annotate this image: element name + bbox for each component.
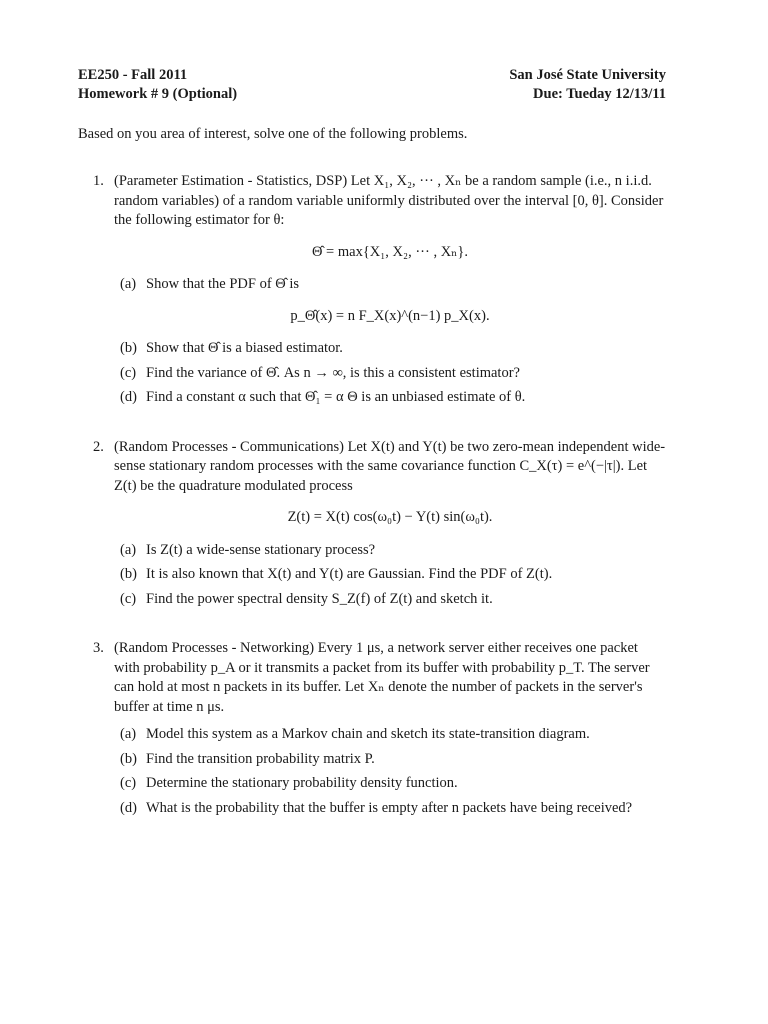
part-b xyxy=(114,339,666,359)
part-text: It is also known that X(t) and Y(t) are Gaussian. Find the PDF of Z(t). xyxy=(146,566,553,582)
problem-parts xyxy=(114,541,666,610)
part-label: (c) xyxy=(120,590,137,607)
part-label: (d) xyxy=(120,389,137,405)
part-text: Show that Θ̂ is a biased estimator. xyxy=(146,340,343,356)
part-text: Model this system as a Markov chain and sketch its state-transition diagram. xyxy=(146,726,590,742)
part-text: Find the variance of Θ̂. As n → ∞, is this a consistent estimator? xyxy=(146,364,520,381)
part-equation: p_Θ̂(x) = n F_X(x)^(n−1) p_X(x). xyxy=(290,307,490,324)
part-c xyxy=(114,774,666,794)
due-date: Due: Tueday 12/13/11 xyxy=(533,86,666,102)
header-left xyxy=(78,66,237,104)
part-a xyxy=(114,725,666,745)
problem-statement: (Parameter Estimation - Statistics, DSP) Let X₁, X₂, ··· , Xₙ be a random sample (i.e., n i.i.d. random variables) of a random variable uniformly distributed over the interval [0, θ]. Consider the following estimator for θ: xyxy=(114,173,664,228)
part-text: Find a constant α such that Θ̂₁ = α Θ is an unbiased estimate of θ. xyxy=(146,389,526,405)
part-label: (b) xyxy=(120,750,137,767)
problem-equation: Θ̂ = max{X₁, X₂, ··· , Xₙ}. xyxy=(311,243,469,260)
part-label: (b) xyxy=(120,340,137,356)
problem-1 xyxy=(78,172,666,408)
homework-page xyxy=(78,66,666,823)
part-text: Find the transition probability matrix P. xyxy=(146,750,375,767)
part-d xyxy=(114,388,666,408)
university-name: San José State University xyxy=(509,67,666,83)
part-b xyxy=(114,750,666,770)
part-text: Find the power spectral density S_Z(f) of Z(t) and sketch it. xyxy=(146,590,493,607)
part-c xyxy=(114,590,666,610)
part-label: (c) xyxy=(120,364,137,381)
part-label: (c) xyxy=(120,775,137,791)
part-a xyxy=(114,541,666,561)
part-label: (a) xyxy=(120,276,137,292)
part-label: (b) xyxy=(120,566,137,582)
part-b xyxy=(114,565,666,585)
part-text: Determine the stationary probability density function. xyxy=(146,775,458,791)
part-text: What is the probability that the buffer is empty after n packets have being received? xyxy=(146,799,633,816)
problem-parts xyxy=(114,275,666,408)
part-text: Show that the PDF of Θ̂ is xyxy=(146,276,300,292)
part-a xyxy=(114,275,666,326)
problem-parts xyxy=(114,725,666,818)
problem-equation: Z(t) = X(t) cos(ω₀t) − Y(t) sin(ω₀t). xyxy=(287,509,493,525)
problem-statement: (Random Processes - Communications) Let X(t) and Y(t) be two zero-mean independent wide-sense stationary random processes with the same covariance function C_X(τ) = e^(−|τ|). Let Z(t) be the quadrature modulated process xyxy=(114,438,666,494)
part-text: Is Z(t) a wide-sense stationary process? xyxy=(146,541,376,558)
part-d xyxy=(114,799,666,819)
problem-3 xyxy=(78,639,666,818)
part-label: (a) xyxy=(120,726,137,742)
homework-title: Homework # 9 (Optional) xyxy=(78,86,238,102)
course-title: EE250 - Fall 2011 xyxy=(78,67,188,83)
document-header xyxy=(78,66,666,104)
header-right xyxy=(509,66,666,104)
problem-statement: (Random Processes - Networking) Every 1 μs, a network server either receives one packet with probability p_A or it transmits a packet from its buffer with probability p_T. The server can hold at most n packets in its buffer. Let Xₙ denote the number of packets in the server's buffer at time n μs. xyxy=(114,640,650,715)
part-label: (a) xyxy=(120,541,137,558)
problem-number: 2. xyxy=(93,438,104,455)
part-c xyxy=(114,364,666,384)
problem-number: 3. xyxy=(93,640,104,656)
problem-number: 1. xyxy=(93,173,104,189)
part-label: (d) xyxy=(120,799,137,816)
intro-text: Based on you area of interest, solve one of the following problems. xyxy=(78,126,468,142)
problem-2 xyxy=(78,438,666,610)
